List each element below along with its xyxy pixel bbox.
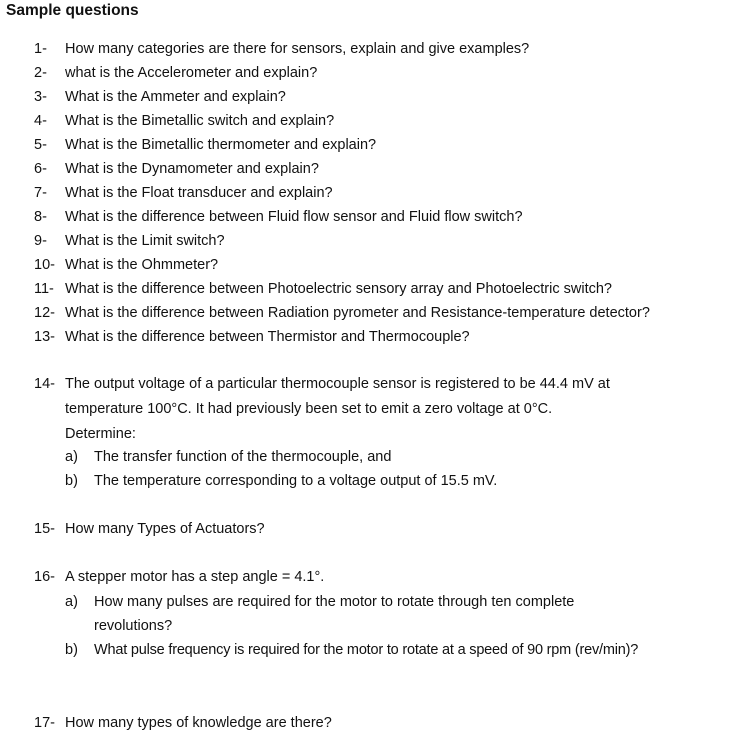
question-number: 9- [34, 233, 47, 249]
question-text: What is the Bimetallic switch and explain? [65, 113, 335, 129]
sub-question-label: b) [65, 642, 78, 658]
question-text: What is the difference between Thermistor and Thermocouple? [65, 329, 470, 345]
question-text: What is the Bimetallic thermometer and explain? [65, 137, 377, 153]
sub-question-text: The transfer function of the thermocouple, and [94, 449, 392, 465]
question-number: 5- [34, 137, 47, 153]
question-number: 15- [34, 521, 55, 537]
question-number: 17- [34, 715, 55, 731]
sub-question-label: a) [65, 594, 78, 610]
question-text: What is the Ohmmeter? [65, 257, 219, 273]
question-text: A stepper motor has a step angle = 4.1°. [65, 569, 325, 585]
question-text: How many categories are there for sensors, explain and give examples? [65, 41, 530, 57]
question-number: 8- [34, 209, 47, 225]
question-number: 6- [34, 161, 47, 177]
question-text: What is the difference between Radiation pyrometer and Resistance-temperature detector? [65, 305, 650, 321]
sub-question-text: revolutions? [94, 618, 173, 634]
page-title: Sample questions [6, 2, 139, 19]
sub-question-text: How many pulses are required for the motor to rotate through ten complete [94, 594, 575, 610]
question-text: What is the Float transducer and explain? [65, 185, 333, 201]
question-text: Determine: [65, 426, 136, 442]
question-text: The output voltage of a particular thermocouple sensor is registered to be 44.4 mV at [65, 376, 610, 392]
question-number: 7- [34, 185, 47, 201]
question-number: 13- [34, 329, 55, 345]
question-text: What is the difference between Fluid flow sensor and Fluid flow switch? [65, 209, 523, 225]
question-number: 12- [34, 305, 55, 321]
question-text: What is the Limit switch? [65, 233, 225, 249]
question-number: 1- [34, 41, 47, 57]
question-number: 14- [34, 376, 55, 392]
question-text: what is the Accelerometer and explain? [65, 65, 318, 81]
question-text: temperature 100°C. It had previously been set to emit a zero voltage at 0°C. [65, 401, 553, 417]
sub-question-label: a) [65, 449, 78, 465]
sub-question-label: b) [65, 473, 78, 489]
sub-question-text: The temperature corresponding to a voltage output of 15.5 mV. [94, 473, 498, 489]
question-text: What is the difference between Photoelectric sensory array and Photoelectric switch? [65, 281, 612, 297]
question-text: How many Types of Actuators? [65, 521, 265, 537]
question-text: What is the Dynamometer and explain? [65, 161, 319, 177]
question-number: 11- [34, 281, 54, 297]
question-number: 10- [34, 257, 55, 273]
question-number: 3- [34, 89, 47, 105]
question-number: 4- [34, 113, 47, 129]
sub-question-text: What pulse frequency is required for the motor to rotate at a speed of 90 rpm (rev/min)? [94, 642, 639, 658]
question-text: How many types of knowledge are there? [65, 715, 332, 731]
question-number: 16- [34, 569, 55, 585]
question-number: 2- [34, 65, 47, 81]
question-text: What is the Ammeter and explain? [65, 89, 286, 105]
